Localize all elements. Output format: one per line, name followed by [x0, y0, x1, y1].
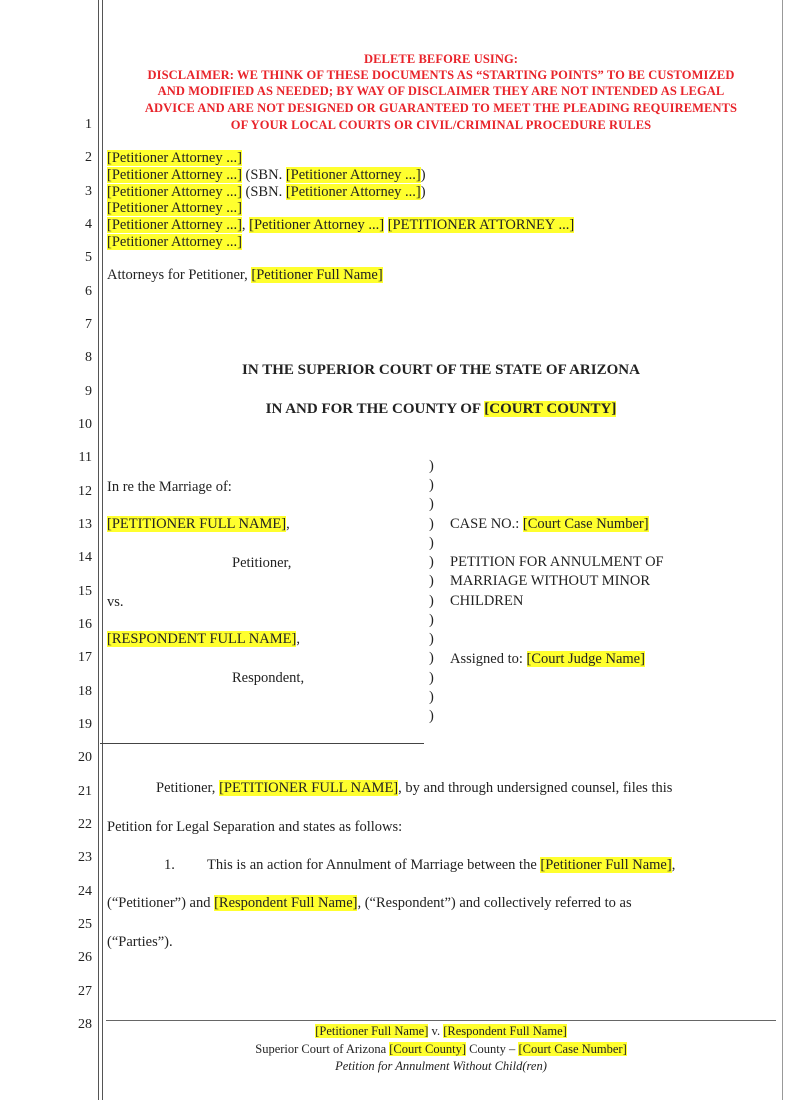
placeholder-field[interactable]: [Petitioner Attorney ...]	[285, 167, 421, 183]
line-number: 13	[78, 517, 92, 532]
placeholder-field[interactable]: [Petitioner Attorney ...]	[107, 234, 242, 250]
line-number: 7	[85, 317, 92, 332]
body-text: , (“Respondent”) and collectively referred to as	[357, 895, 632, 911]
respondent-role: Respondent,	[232, 670, 305, 686]
placeholder-field[interactable]: [PETITIONER FULL NAME]	[219, 780, 399, 796]
footer-title: Petition for Annulment Without Child(ren)	[335, 1059, 547, 1073]
placeholder-field[interactable]: [Petitioner Attorney ...]	[107, 184, 242, 200]
footer-text: County –	[466, 1042, 519, 1056]
comma: ,	[286, 516, 290, 532]
document-title-line: CHILDREN	[450, 593, 524, 609]
document-title-line: PETITION FOR ANNULMENT OF	[450, 554, 664, 570]
placeholder-field[interactable]: [Court Case Number]	[522, 516, 649, 532]
court-county-line	[100, 401, 782, 418]
disclaimer-line: DISCLAIMER: WE THINK OF THESE DOCUMENTS AS “STARTING POINTS” TO BE CUSTOMIZED	[147, 68, 735, 82]
line-number: 1	[85, 117, 92, 132]
line-number: 23	[78, 850, 92, 865]
line-number: 28	[78, 1017, 92, 1032]
placeholder-field[interactable]: [Respondent Full Name]	[214, 895, 358, 911]
placeholder-field[interactable]: [Petitioner Attorney ...]	[107, 200, 242, 216]
caption-paren: )	[429, 554, 434, 570]
sbn-label: (SBN.	[241, 184, 286, 200]
assigned-to-label: Assigned to:	[450, 651, 527, 667]
vs-label: vs.	[107, 594, 124, 610]
placeholder-field[interactable]: [Court County]	[389, 1042, 466, 1056]
caption-paren: )	[429, 631, 434, 647]
item-number: 1.	[164, 857, 175, 873]
body-text: Petitioner,	[156, 780, 220, 796]
paren-close: )	[420, 167, 426, 183]
body-text: This is an action for Annulment of Marriage between the	[207, 857, 541, 873]
petitioner-name-line	[107, 516, 290, 533]
placeholder-field[interactable]: [Petitioner Attorney ...]	[107, 167, 242, 183]
numbered-item-line: (“Parties”).	[107, 934, 173, 950]
footer-parties-line	[100, 1024, 782, 1039]
separator: ,	[241, 217, 250, 233]
line-number: 24	[78, 884, 92, 899]
petitioner-role: Petitioner,	[232, 555, 292, 571]
line-number: 5	[85, 250, 92, 265]
body-text: , by and through undersigned counsel, files this	[398, 780, 673, 796]
placeholder-field[interactable]: [Court Case Number]	[518, 1042, 627, 1056]
caption-paren: )	[429, 458, 434, 474]
placeholder-field[interactable]: [RESPONDENT FULL NAME]	[107, 631, 297, 647]
body-text: (“Petitioner”) and	[107, 895, 215, 911]
line-number: 2	[85, 150, 92, 165]
placeholder-field[interactable]: [PETITIONER ATTORNEY ...]	[387, 217, 575, 233]
left-margin-rule-inner	[102, 0, 103, 1100]
attorney-line	[107, 167, 426, 184]
placeholder-field[interactable]: [Petitioner Attorney ...]	[107, 150, 242, 166]
placeholder-field[interactable]: [Court Judge Name]	[526, 651, 645, 667]
footer-court-line	[100, 1042, 782, 1057]
case-number-label: CASE NO.:	[450, 516, 523, 532]
line-number: 14	[78, 550, 92, 565]
line-number: 16	[78, 617, 92, 632]
placeholder-field[interactable]: [Petitioner Attorney ...]	[107, 217, 242, 233]
caption-paren: )	[429, 670, 434, 686]
document-title-line: MARRIAGE WITHOUT MINOR	[450, 573, 651, 589]
line-number: 15	[78, 584, 92, 599]
respondent-name-line	[107, 631, 300, 648]
county-prefix: IN AND FOR THE COUNTY OF	[265, 401, 485, 417]
paren-close: )	[420, 184, 426, 200]
line-number: 6	[85, 284, 92, 299]
right-margin-rule	[782, 0, 783, 1100]
line-number: 10	[78, 417, 92, 432]
sbn-label: (SBN.	[241, 167, 286, 183]
line-number: 20	[78, 750, 92, 765]
caption-paren: )	[429, 612, 434, 628]
attorney-line	[107, 217, 574, 234]
line-number: 27	[78, 984, 92, 999]
disclaimer-line: OF YOUR LOCAL COURTS OR CIVIL/CRIMINAL PROCEDURE RULES	[230, 118, 652, 132]
in-re-label: In re the Marriage of:	[107, 479, 232, 495]
line-number: 26	[78, 950, 92, 965]
placeholder-field[interactable]: [Petitioner Full Name]	[315, 1024, 429, 1038]
left-margin-rule	[98, 0, 99, 1100]
line-number: 9	[85, 384, 92, 399]
line-number: 12	[78, 484, 92, 499]
body-text: ,	[671, 857, 676, 873]
caption-paren: )	[429, 477, 434, 493]
line-number: 3	[85, 184, 92, 199]
attorney-line	[107, 234, 242, 251]
line-number: 4	[85, 217, 92, 232]
line-number: 19	[78, 717, 92, 732]
case-number-line	[450, 516, 649, 533]
placeholder-field[interactable]: [Petitioner Full Name]	[251, 267, 383, 283]
caption-paren: )	[429, 593, 434, 609]
placeholder-field[interactable]: [COURT COUNTY]	[484, 401, 617, 417]
placeholder-field[interactable]: [Petitioner Attorney ...]	[285, 184, 421, 200]
disclaimer-line: ADVICE AND ARE NOT DESIGNED OR GUARANTEED TO MEET THE PLEADING REQUIREMENTS	[144, 101, 738, 115]
attorney-line	[107, 200, 242, 217]
numbered-item-line	[107, 895, 632, 912]
line-number: 21	[78, 784, 92, 799]
line-number: 18	[78, 684, 92, 699]
caption-paren: )	[429, 535, 434, 551]
caption-underline	[100, 743, 424, 744]
assigned-to-line	[450, 651, 645, 668]
caption-paren: )	[429, 689, 434, 705]
body-paragraph-line	[156, 780, 672, 797]
disclaimer-line: AND MODIFIED AS NEEDED; BY WAY OF DISCLAIMER THEY ARE NOT INTENDED AS LEGAL	[157, 84, 725, 98]
caption-paren: )	[429, 650, 434, 666]
numbered-item-line	[164, 857, 675, 874]
placeholder-field[interactable]: [Respondent Full Name]	[443, 1024, 567, 1038]
disclaimer-line: DELETE BEFORE USING:	[363, 52, 519, 66]
line-number: 17	[78, 650, 92, 665]
line-number: 11	[78, 450, 92, 465]
footer-rule	[106, 1020, 776, 1021]
line-number: 25	[78, 917, 92, 932]
footer-text: Superior Court of Arizona	[255, 1042, 390, 1056]
attorney-line	[107, 150, 242, 167]
placeholder-field[interactable]: [Petitioner Attorney ...]	[249, 217, 385, 233]
attorneys-for-label: Attorneys for Petitioner,	[107, 267, 252, 283]
placeholder-field[interactable]: [Petitioner Full Name]	[540, 857, 672, 873]
line-number: 22	[78, 817, 92, 832]
attorney-line	[107, 184, 426, 201]
attorneys-for-line	[107, 267, 383, 284]
comma: ,	[296, 631, 300, 647]
caption-paren: )	[429, 516, 434, 532]
court-title: IN THE SUPERIOR COURT OF THE STATE OF ARIZONA	[242, 362, 640, 378]
caption-paren: )	[429, 573, 434, 589]
body-paragraph-line: Petition for Legal Separation and states as follows:	[107, 819, 403, 835]
line-number: 8	[85, 350, 92, 365]
placeholder-field[interactable]: [PETITIONER FULL NAME]	[107, 516, 287, 532]
footer-text: v.	[428, 1024, 444, 1038]
caption-paren: )	[429, 496, 434, 512]
caption-paren: )	[429, 708, 434, 724]
